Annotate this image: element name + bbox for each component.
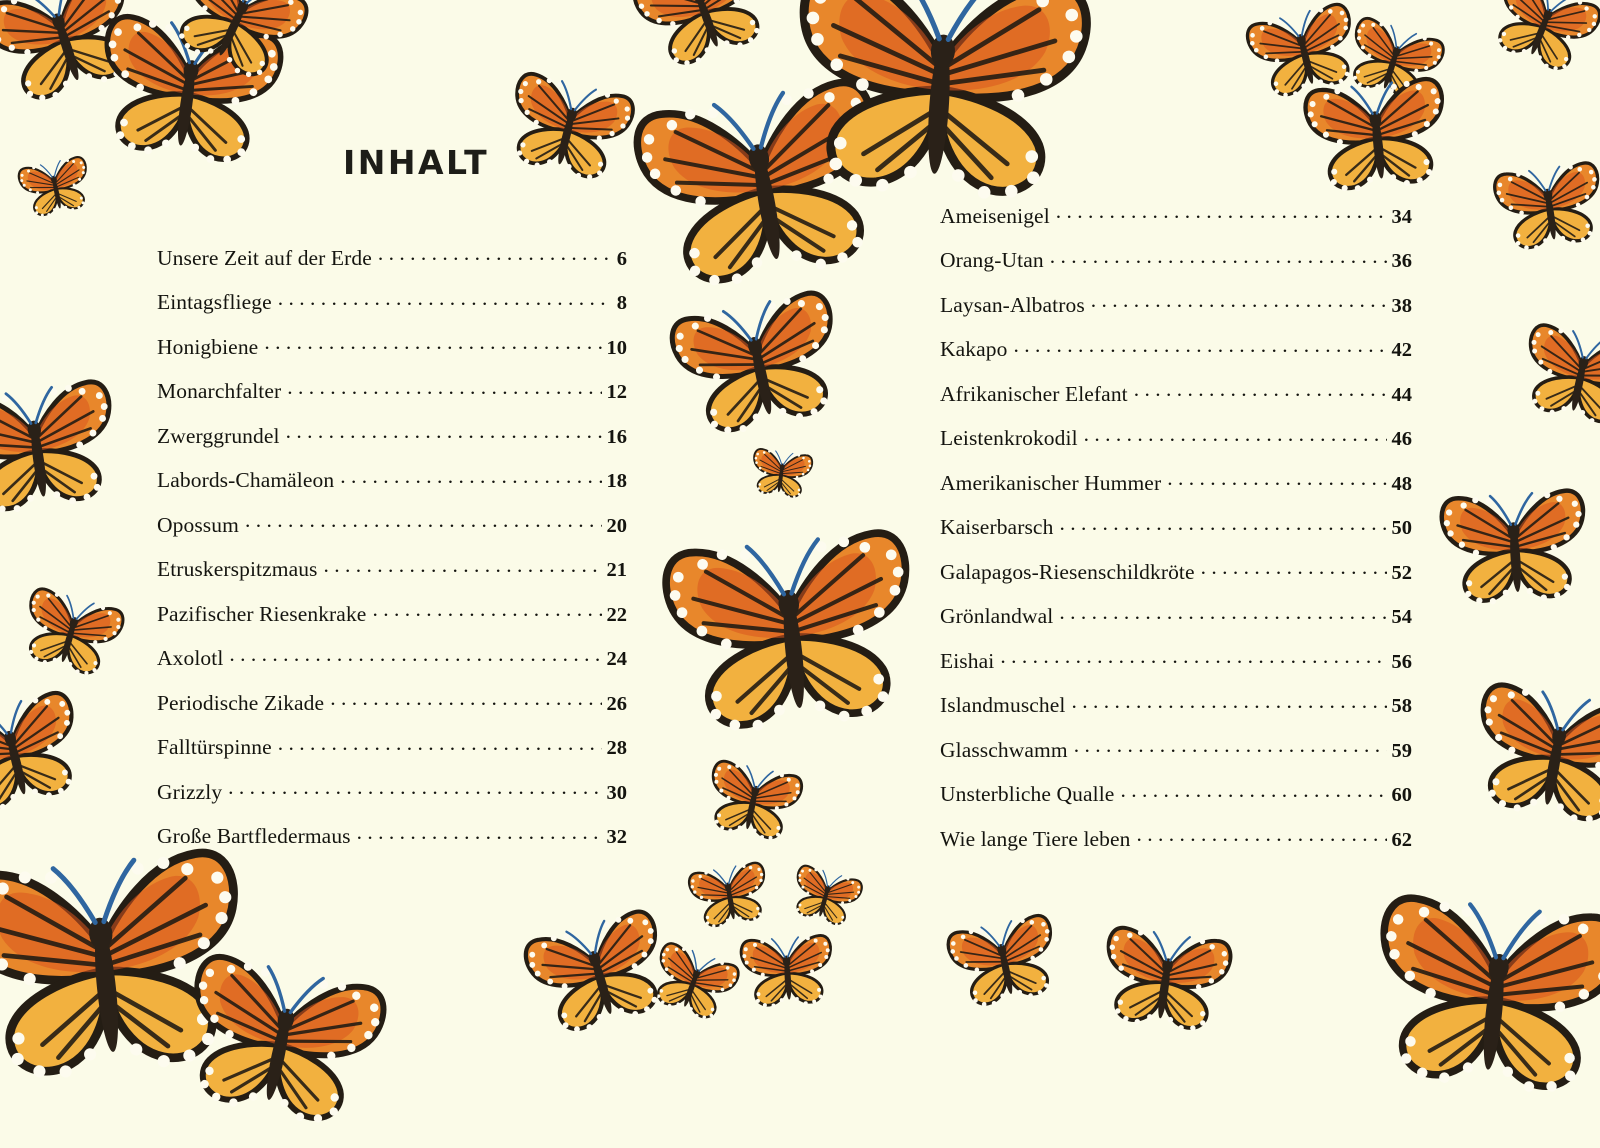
toc-entry-label: Grizzly — [157, 780, 222, 805]
toc-leader-dots — [278, 288, 612, 310]
toc-entry-label: Kaiserbarsch — [940, 515, 1053, 540]
toc-leader-dots — [278, 733, 602, 755]
toc-entry-page-number: 58 — [1392, 695, 1413, 718]
toc-entry-page-number: 34 — [1392, 206, 1413, 229]
toc-entry[interactable] — [940, 468, 1412, 513]
toc-entry-label: Eintagsfliege — [157, 290, 272, 315]
toc-leader-dots — [1013, 335, 1386, 357]
toc-entry[interactable] — [940, 246, 1412, 291]
toc-entry[interactable] — [940, 735, 1412, 780]
toc-entry-page-number: 22 — [607, 604, 628, 627]
toc-leader-dots — [340, 466, 601, 488]
toc-leader-dots — [378, 243, 612, 265]
toc-entry-label: Opossum — [157, 513, 239, 538]
toc-entry-label: Honigbiene — [157, 335, 258, 360]
toc-leader-dots — [1072, 691, 1387, 713]
toc-entry-label: Große Bartfledermaus — [157, 824, 351, 849]
toc-entry-page-number: 18 — [607, 470, 628, 493]
toc-entry-label: Labords-Chamäleon — [157, 468, 334, 493]
toc-entry-label: Axolotl — [157, 646, 223, 671]
toc-entry-page-number: 12 — [607, 381, 628, 404]
toc-entry-page-number: 62 — [1392, 829, 1413, 852]
toc-entry[interactable] — [157, 510, 627, 555]
toc-entry[interactable] — [157, 243, 627, 288]
toc-column-left — [157, 243, 627, 866]
toc-entry[interactable] — [940, 201, 1412, 246]
toc-leader-dots — [1059, 602, 1386, 624]
toc-entry[interactable] — [157, 421, 627, 466]
toc-entry-label: Leistenkrokodil — [940, 426, 1078, 451]
toc-entry-label: Ameisenigel — [940, 204, 1050, 229]
toc-entry[interactable] — [940, 379, 1412, 424]
toc-leader-dots — [1201, 557, 1387, 579]
toc-entry[interactable] — [940, 424, 1412, 469]
toc-entry-label: Eishai — [940, 649, 994, 674]
toc-entry[interactable] — [157, 822, 627, 867]
toc-entry-page-number: 48 — [1392, 473, 1413, 496]
toc-entry-label: Islandmuschel — [940, 693, 1066, 718]
toc-leader-dots — [228, 777, 601, 799]
toc-entry[interactable] — [157, 777, 627, 822]
toc-entry-label: Etruskerspitzmaus — [157, 557, 318, 582]
toc-entry[interactable] — [157, 599, 627, 644]
page-title: INHALT — [343, 143, 489, 182]
toc-entry-page-number: 59 — [1392, 740, 1413, 763]
toc-leader-dots — [1059, 513, 1386, 535]
toc-entry-page-number: 16 — [607, 426, 628, 449]
toc-entry-label: Pazifischer Riesenkrake — [157, 602, 366, 627]
toc-entry[interactable] — [157, 733, 627, 778]
toc-leader-dots — [286, 421, 602, 443]
toc-leader-dots — [357, 822, 602, 844]
toc-entry-page-number: 21 — [607, 559, 628, 582]
toc-entry-page-number: 10 — [607, 337, 628, 360]
toc-entry[interactable] — [940, 780, 1412, 825]
toc-leader-dots — [1120, 780, 1386, 802]
toc-entry-label: Monarchfalter — [157, 379, 281, 404]
toc-leader-dots — [324, 555, 602, 577]
toc-leader-dots — [1167, 468, 1386, 490]
toc-entry[interactable] — [940, 691, 1412, 736]
toc-entry[interactable] — [940, 824, 1412, 869]
toc-entry-label: Afrikanischer Elefant — [940, 382, 1128, 407]
toc-entry[interactable] — [940, 557, 1412, 602]
toc-leader-dots — [372, 599, 601, 621]
toc-entry-label: Unsere Zeit auf der Erde — [157, 246, 372, 271]
toc-leader-dots — [1134, 379, 1387, 401]
toc-entry[interactable] — [157, 555, 627, 600]
toc-entry-page-number: 38 — [1392, 295, 1413, 318]
toc-entry[interactable] — [157, 288, 627, 333]
toc-entry-label: Grönlandwal — [940, 604, 1053, 629]
toc-entry-page-number: 30 — [607, 782, 628, 805]
toc-leader-dots — [1050, 246, 1387, 268]
toc-entry-label: Falltürspinne — [157, 735, 272, 760]
toc-entry[interactable] — [157, 377, 627, 422]
toc-entry-label: Amerikanischer Hummer — [940, 471, 1161, 496]
toc-entry[interactable] — [157, 332, 627, 377]
toc-entry-page-number: 46 — [1392, 428, 1413, 451]
toc-entry[interactable] — [157, 466, 627, 511]
toc-column-right — [940, 201, 1412, 869]
toc-leader-dots — [1056, 201, 1387, 223]
toc-entry-page-number: 36 — [1392, 250, 1413, 273]
toc-entry[interactable] — [157, 688, 627, 733]
toc-entry[interactable] — [940, 646, 1412, 691]
toc-leader-dots — [1074, 735, 1387, 757]
toc-entry-page-number: 24 — [607, 648, 628, 671]
toc-entry-page-number: 26 — [607, 693, 628, 716]
toc-entry[interactable] — [940, 513, 1412, 558]
toc-entry-page-number: 6 — [617, 248, 627, 271]
toc-leader-dots — [264, 332, 601, 354]
toc-entry-label: Orang-Utan — [940, 248, 1044, 273]
toc-entry-page-number: 60 — [1392, 784, 1413, 807]
toc-entry-label: Periodische Zikade — [157, 691, 324, 716]
toc-entry-label: Kakapo — [940, 337, 1007, 362]
toc-entry[interactable] — [940, 602, 1412, 647]
toc-entry-page-number: 56 — [1392, 651, 1413, 674]
toc-entry-page-number: 44 — [1392, 384, 1413, 407]
toc-leader-dots — [1000, 646, 1386, 668]
toc-entry-label: Galapagos-Riesenschildkröte — [940, 560, 1195, 585]
toc-leader-dots — [287, 377, 601, 399]
toc-entry[interactable] — [157, 644, 627, 689]
toc-leader-dots — [229, 644, 601, 666]
toc-leader-dots — [330, 688, 601, 710]
toc-entry-label: Wie lange Tiere leben — [940, 827, 1131, 852]
toc-leader-dots — [1091, 290, 1387, 312]
toc-leader-dots — [1084, 424, 1387, 446]
toc-entry-page-number: 42 — [1392, 339, 1413, 362]
toc-leader-dots — [1137, 824, 1387, 846]
toc-entry-page-number: 32 — [607, 826, 628, 849]
toc-entry-page-number: 20 — [607, 515, 628, 538]
toc-entry-label: Zwerggrundel — [157, 424, 280, 449]
toc-entry-label: Unsterbliche Qualle — [940, 782, 1114, 807]
toc-entry-label: Glasschwamm — [940, 738, 1068, 763]
toc-entry[interactable] — [940, 290, 1412, 335]
toc-entry[interactable] — [940, 335, 1412, 380]
toc-entry-label: Laysan-Albatros — [940, 293, 1085, 318]
toc-entry-page-number: 50 — [1392, 517, 1413, 540]
toc-entry-page-number: 8 — [617, 292, 627, 315]
toc-leader-dots — [245, 510, 602, 532]
toc-entry-page-number: 52 — [1392, 562, 1413, 585]
toc-entry-page-number: 54 — [1392, 606, 1413, 629]
toc-entry-page-number: 28 — [607, 737, 628, 760]
